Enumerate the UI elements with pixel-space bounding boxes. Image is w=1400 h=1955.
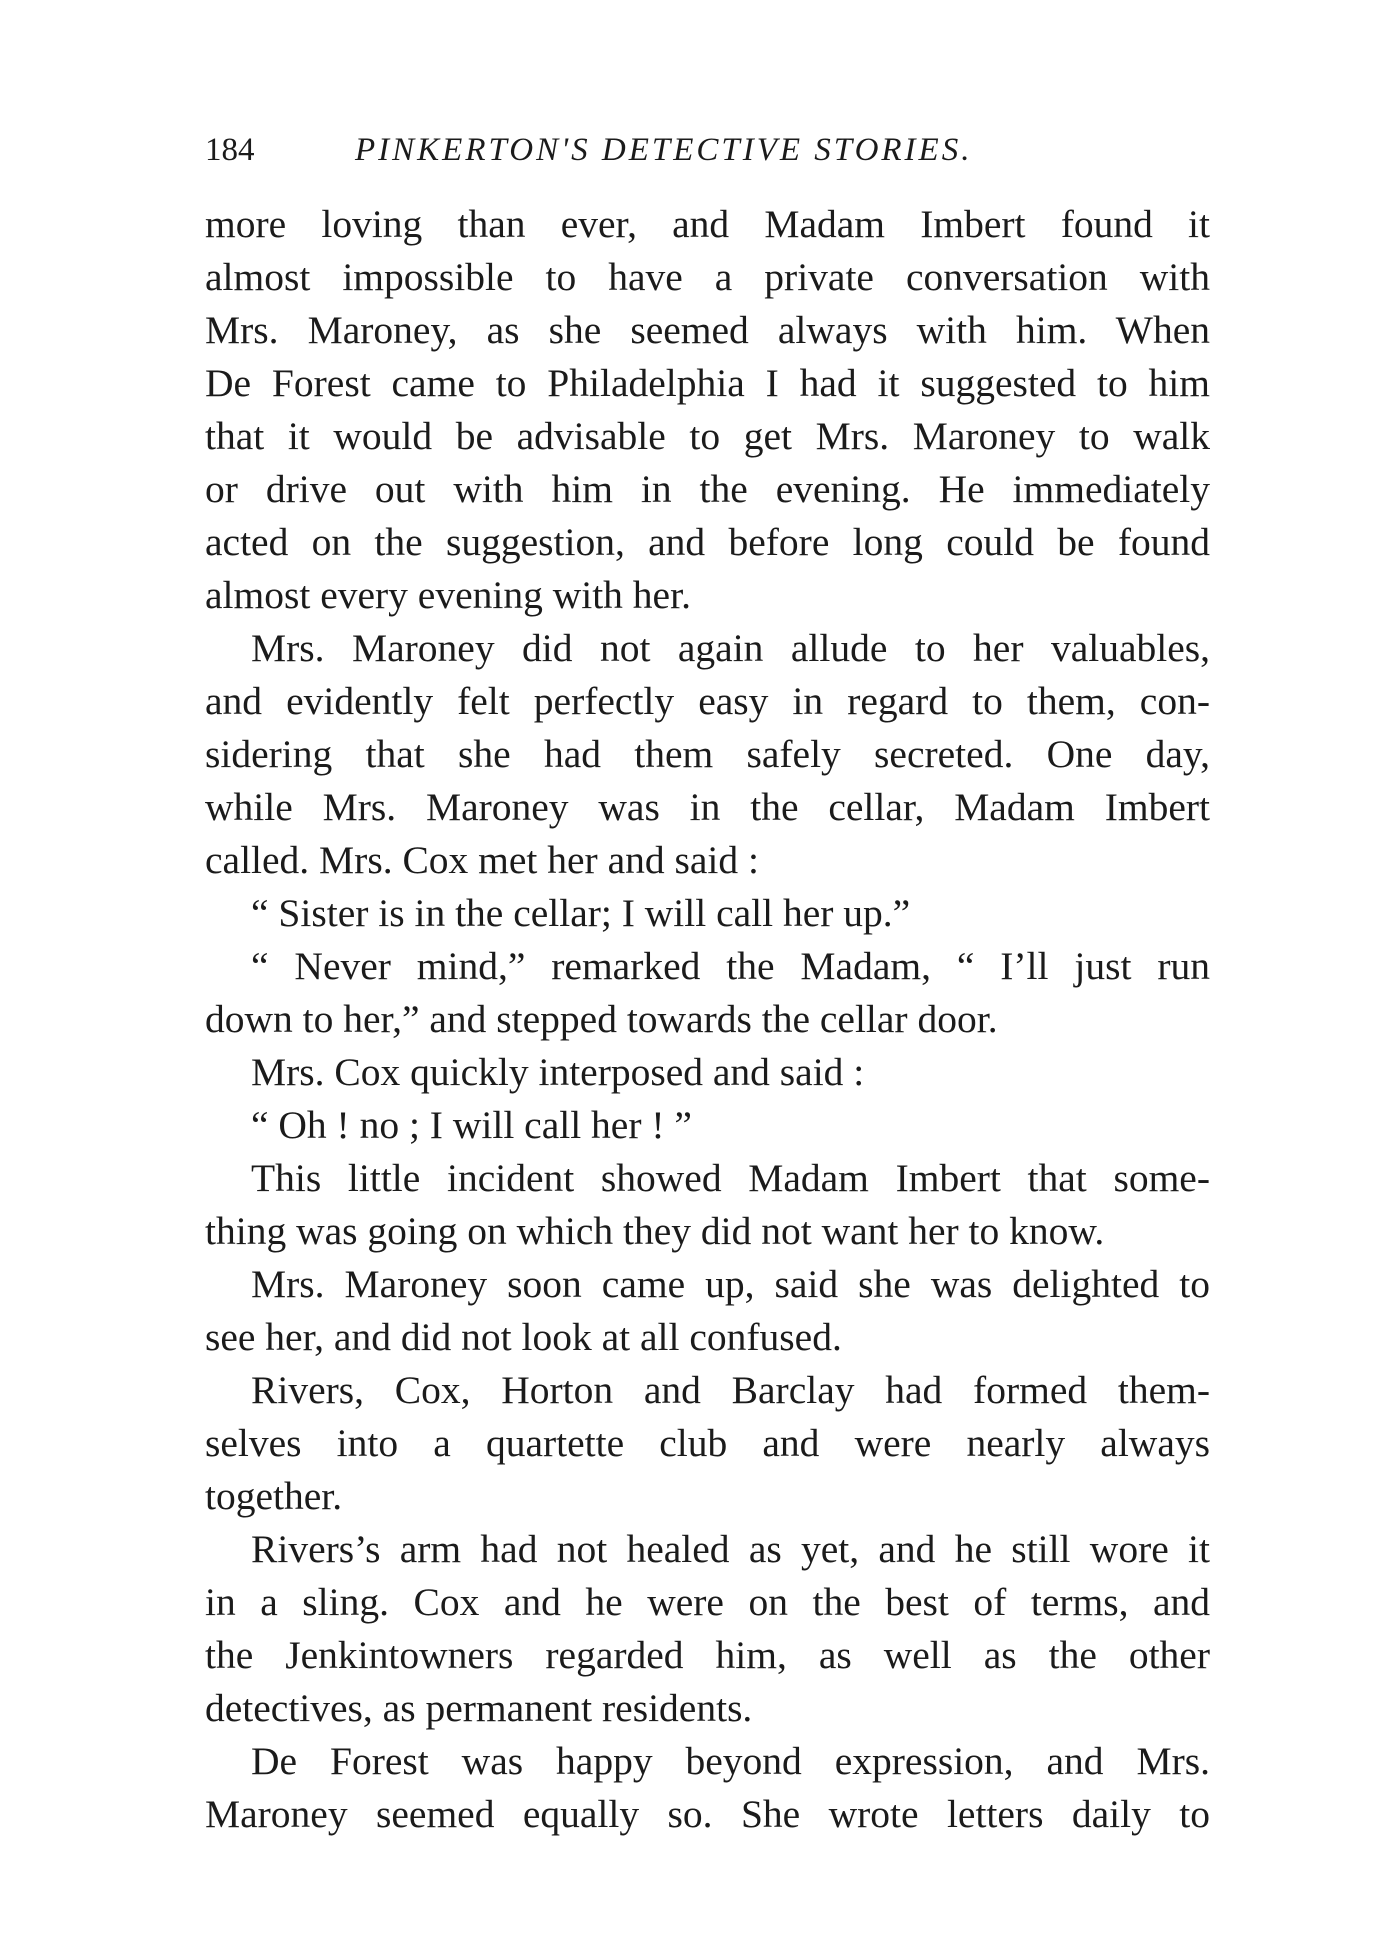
page-header [205, 125, 1215, 175]
text-line: the Jenkintowners regarded him, as well as the other [205, 1633, 1210, 1677]
paragraph [205, 940, 1210, 1046]
text-line: selves into a quartette club and were nearly always [205, 1421, 1210, 1465]
text-line: “ Oh ! no ; I will call her ! ” [251, 1103, 692, 1147]
text-line: see her, and did not look at all confused. [205, 1315, 842, 1359]
paragraph [205, 1099, 1210, 1152]
text-line: together. [205, 1474, 343, 1518]
paragraph [205, 1046, 1210, 1099]
paragraph [205, 1364, 1210, 1523]
paragraph [205, 1152, 1210, 1258]
text-line: or drive out with him in the evening. He immediately [205, 467, 1210, 511]
text-line: Rivers, Cox, Horton and Barclay had formed them- [251, 1368, 1210, 1412]
text-line: Maroney seemed equally so. She wrote letters daily to [205, 1792, 1210, 1836]
text-line: and evidently felt perfectly easy in regard to them, con- [205, 679, 1210, 723]
text-line: This little incident showed Madam Imbert that some- [251, 1156, 1210, 1200]
text-line: down to her,” and stepped towards the cellar door. [205, 997, 998, 1041]
paragraph [205, 1735, 1210, 1841]
text-line: almost impossible to have a private conversation with [205, 255, 1210, 299]
text-line: Rivers’s arm had not healed as yet, and he still wore it [251, 1527, 1210, 1571]
paragraph [205, 622, 1210, 887]
text-line: De Forest was happy beyond expression, and Mrs. [251, 1739, 1210, 1783]
text-line: De Forest came to Philadelphia I had it suggested to him [205, 361, 1210, 405]
paragraph [205, 198, 1210, 622]
text-line: detectives, as permanent residents. [205, 1686, 753, 1730]
running-title: PINKERTON'S DETECTIVE STORIES. [355, 132, 973, 168]
text-line: that it would be advisable to get Mrs. Maroney to walk [205, 414, 1210, 458]
paragraph [205, 1258, 1210, 1364]
text-line: Mrs. Maroney soon came up, said she was delighted to [251, 1262, 1210, 1306]
text-line: acted on the suggestion, and before long could be found [205, 520, 1210, 564]
text-line: Mrs. Cox quickly interposed and said : [251, 1050, 865, 1094]
text-line: Mrs. Maroney did not again allude to her valuables, [251, 626, 1210, 670]
text-line: Mrs. Maroney, as she seemed always with him. When [205, 308, 1210, 352]
text-line: thing was going on which they did not want her to know. [205, 1209, 1105, 1253]
text-line: “ Never mind,” remarked the Madam, “ I’ll just run [251, 944, 1210, 988]
paragraph [205, 887, 1210, 940]
paragraph [205, 1523, 1210, 1735]
text-line: while Mrs. Maroney was in the cellar, Madam Imbert [205, 785, 1210, 829]
text-line: in a sling. Cox and he were on the best of terms, and [205, 1580, 1210, 1624]
body-text [205, 198, 1210, 1841]
text-line: almost every evening with her. [205, 573, 691, 617]
page-number: 184 [205, 132, 255, 168]
text-line: called. Mrs. Cox met her and said : [205, 838, 759, 882]
text-line: sidering that she had them safely secreted. One day, [205, 732, 1210, 776]
text-line: “ Sister is in the cellar; I will call her up.” [251, 891, 911, 935]
text-line: more loving than ever, and Madam Imbert found it [205, 202, 1210, 246]
